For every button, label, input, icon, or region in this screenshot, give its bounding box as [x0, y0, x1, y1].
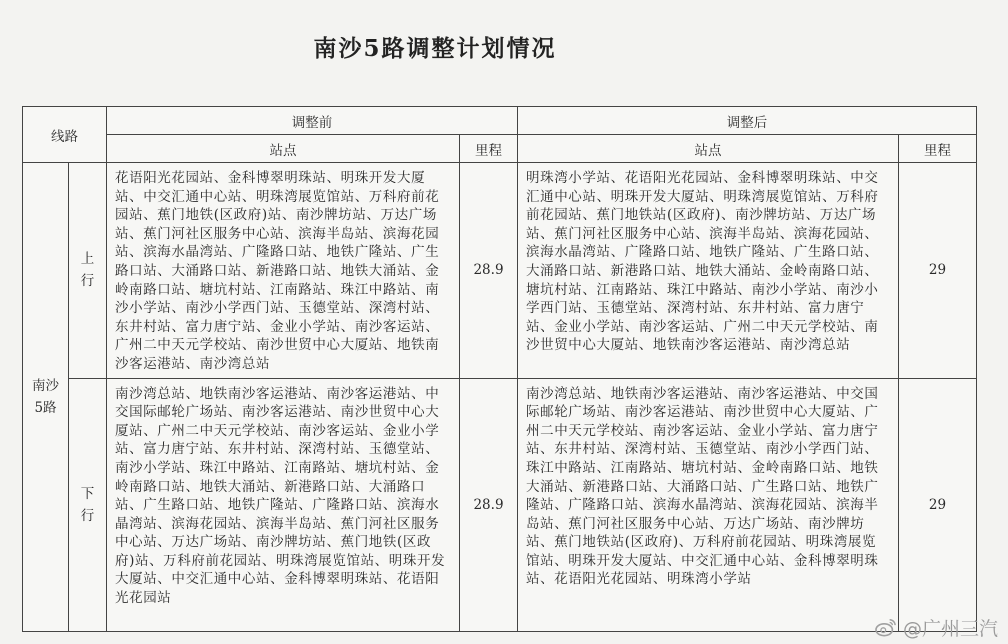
header-line: 线路 — [23, 107, 107, 163]
direction-up-label-2: 行 — [80, 273, 95, 290]
weibo-icon — [875, 617, 897, 637]
down-before-stations: 南沙湾总站、地铁南沙客运港站、南沙客运港站、中交国际邮轮广场站、南沙客运港站、南沙世贸中心大厦站、广州二中天元学校站、南沙客运站、金业小学站、富力唐宁站、东井村站、深湾村站、玉德堂站、南沙小学站、珠江中路站、江南路站、塘坑村站、金岭南路口站、地铁大涌站、新港路口站、大涌路口站、广生路口站、地铁广隆站、广隆路口站、滨海水晶湾站、滨海花园站、滨海半岛站、蕉门河社区服务中心站、万达广场站、南沙牌坊站、蕉门地铁(区政府)站、万科府前花园站、明珠湾展览馆站、明珠开发大厦站、中交汇通中心站、金科博翠明珠站、花语阳光花园站 — [107, 378, 460, 631]
header-after: 调整后 — [518, 107, 977, 135]
down-after-stations: 南沙湾总站、地铁南沙客运港站、南沙客运港站、中交国际邮轮广场站、南沙客运港站、南沙世贸中心大厦站、广州二中天元学校站、南沙客运站、金业小学站、富力唐宁站、东井村站、深湾村站、玉德堂站、南沙小学西门站、珠江中路站、江南路站、塘坑村站、金岭南路口站、地铁大涌站、新港路口站、大涌路口站、广生路口站、地铁广隆站、广隆路口站、滨海水晶湾站、滨海花园站、滨海半岛站、蕉门河社区服务中心站、万达广场站、南沙牌坊站、蕉门地铁站(区政府)、万科府前花园站、明珠湾展览馆站、明珠开发大厦站、中交汇通中心站、金科博翠明珠站、花语阳光花园站、明珠湾小学站 — [518, 378, 899, 631]
up-after-stations: 明珠湾小学站、花语阳光花园站、金科博翠明珠站、中交汇通中心站、明珠开发大厦站、明珠湾展览馆站、万科府前花园站、蕉门地铁站(区政府)、南沙牌坊站、万达广场站、蕉门河社区服务中心站、滨海半岛站、滨海花园站、滨海水晶湾站、广隆路口站、地铁广隆站、广生路口站、大涌路口站、新港路口站、地铁大涌站、金岭南路口站、塘坑村站、江南路站、珠江中路站、南沙小学站、南沙小学西门站、玉德堂站、深湾村站、东井村站、富力唐宁站、金业小学站、南沙客运站、广州二中天元学校站、南沙世贸中心大厦站、地铁南沙客运港站、南沙湾总站 — [518, 163, 899, 379]
up-after-mileage: 29 — [899, 163, 977, 379]
direction-row-up — [23, 163, 977, 379]
watermark-text: @广州三汽 — [902, 617, 998, 640]
up-before-mileage: 28.9 — [460, 163, 518, 379]
header-after-mileage: 里程 — [899, 135, 977, 163]
down-after-mileage: 29 — [899, 378, 977, 631]
up-before-stations: 花语阳光花园站、金科博翠明珠站、明珠开发大厦站、中交汇通中心站、明珠湾展览馆站、万科府前花园站、蕉门地铁(区政府)站、南沙牌坊站、万达广场站、蕉门河社区服务中心站、滨海半岛站、滨海花园站、滨海水晶湾站、广隆路口站、地铁广隆站、广生路口站、大涌路口站、新港路口站、地铁大涌站、金岭南路口站、塘坑村站、江南路站、珠江中路站、南沙小学站、南沙小学西门站、玉德堂站、深湾村站、东井村站、富力唐宁站、金业小学站、南沙客运站、广州二中天元学校站、南沙世贸中心大厦站、地铁南沙客运港站、南沙湾总站 — [107, 163, 460, 379]
route-adjustment-table — [22, 106, 977, 632]
header-before-stations: 站点 — [107, 135, 460, 163]
route-name-line-1: 南沙 — [32, 378, 59, 394]
direction-row-down — [23, 378, 977, 631]
watermark — [875, 614, 998, 640]
document-title: 南沙5路调整计划情况 — [313, 35, 557, 62]
route-name-line-2: 5路 — [34, 400, 57, 416]
direction-down-label-2: 行 — [80, 507, 95, 524]
direction-down-label-1: 下 — [80, 485, 95, 502]
direction-down-cell — [69, 378, 107, 631]
header-after-stations: 站点 — [518, 135, 899, 163]
down-before-mileage: 28.9 — [460, 378, 518, 631]
header-before-mileage: 里程 — [460, 135, 518, 163]
header-row-2 — [23, 135, 977, 163]
direction-up-cell — [69, 163, 107, 379]
header-before: 调整前 — [107, 107, 518, 135]
header-row-1 — [23, 107, 977, 135]
route-name-cell — [23, 163, 69, 632]
direction-up-label-1: 上 — [80, 251, 95, 268]
